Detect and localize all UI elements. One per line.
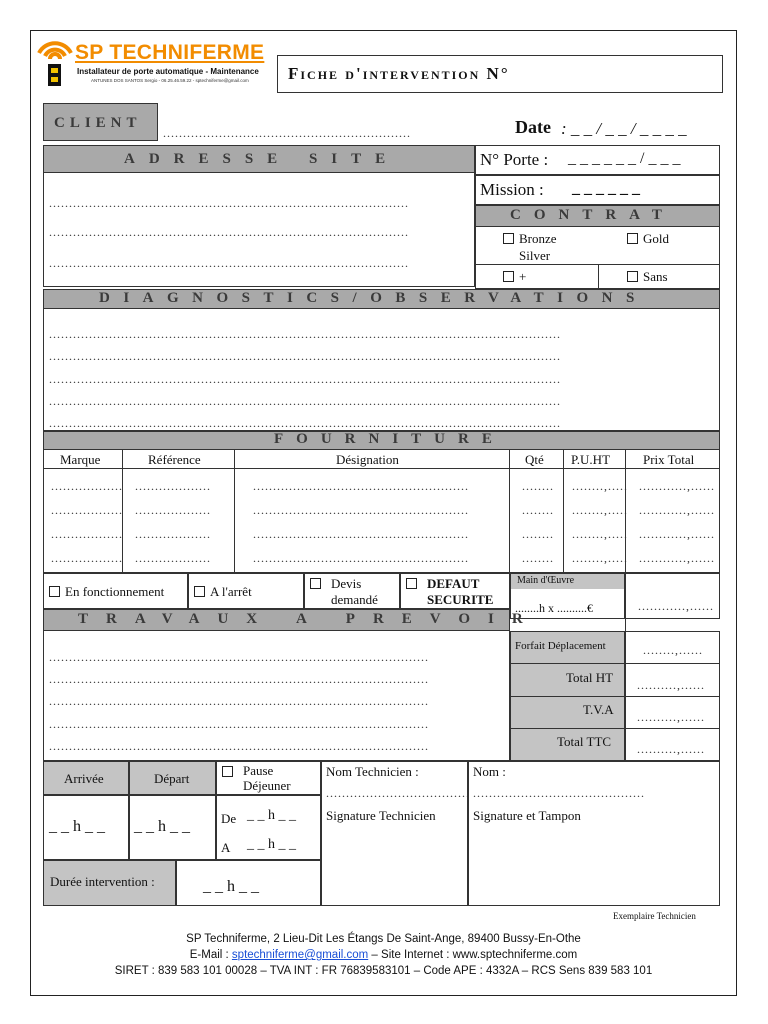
totals-divider-3	[510, 728, 720, 729]
date-field[interactable]: : _ _ / _ _ / _ _ _ _	[561, 119, 687, 138]
client-nom-field[interactable]: ...........................................	[473, 786, 645, 800]
qte-cell[interactable]: ........	[522, 551, 554, 565]
footer-address: SP Techniferme, 2 Lieu-Dit Les Étangs De Saint-Ange, 89400 Bussy-En-Othe	[186, 933, 581, 945]
client-label-box	[43, 103, 158, 141]
checkbox-sans[interactable]	[627, 271, 638, 282]
client-name-field[interactable]: ..............................................................	[163, 126, 411, 140]
travaux-header	[43, 609, 541, 631]
duree-label-box	[43, 860, 176, 906]
depart-cell[interactable]	[129, 795, 216, 860]
reference-cell[interactable]: ...................	[135, 503, 211, 517]
porte-field[interactable]: _ _ _ _ _ _ / _ _ _	[568, 150, 681, 167]
checkbox-gold[interactable]	[627, 233, 638, 244]
nom-technicien-field[interactable]: ....................................	[326, 786, 470, 800]
pause-header	[216, 761, 321, 795]
reference-cell[interactable]: ...................	[135, 479, 211, 493]
form-title: Fiche d'intervention N°	[288, 64, 510, 83]
depart-label: Départ	[154, 771, 190, 786]
total-ttc-value[interactable]: ..........,......	[637, 742, 705, 756]
main-oeuvre-total-box	[625, 573, 720, 619]
diagnostics-header	[43, 289, 720, 309]
pause-times-cell	[216, 795, 321, 860]
contrat-option-silver[interactable]: Silver	[519, 248, 551, 263]
mission-box	[475, 175, 720, 205]
duree-value-box	[176, 860, 321, 906]
col-divider-qte	[563, 450, 564, 573]
col-header-prix-total: Prix Total	[643, 452, 695, 467]
designation-cell[interactable]: ......................................................	[253, 479, 469, 493]
contrat-header	[475, 205, 720, 227]
diagnostics-label: DIAGNOSTICS/OBSERVATIONS	[99, 290, 648, 306]
prix-total-cell[interactable]: ............,......	[639, 551, 715, 565]
pause-de-label: De	[221, 811, 237, 826]
pu-cell[interactable]: ........,.....	[572, 551, 628, 565]
main-oeuvre-field[interactable]: ........h x ..........€	[515, 601, 593, 615]
brand-tagline: Installateur de porte automatique - Maintenance	[77, 67, 259, 76]
travaux-line-2[interactable]: ...............................................................................................	[49, 672, 429, 686]
devis-label-2: demandé	[331, 592, 378, 607]
exemplaire-label: Exemplaire Technicien	[613, 911, 696, 921]
tva-value[interactable]: ..........,......	[637, 710, 705, 724]
diagnostics-line-5[interactable]: ................................................................................................................................	[49, 416, 561, 430]
pu-cell[interactable]: ........,.....	[572, 479, 628, 493]
marque-cell[interactable]: ..................	[51, 479, 123, 493]
col-header-designation: Désignation	[336, 452, 399, 467]
mission-label: Mission :	[480, 180, 544, 199]
checkbox-devis[interactable]	[310, 578, 321, 589]
checkbox-bronze[interactable]	[503, 233, 514, 244]
footer-legal: SIRET : 839 583 101 00028 – TVA INT : FR 76839583101 – Code APE : 4332A – RCS Sens 839 583 101	[114, 965, 653, 977]
footer-contact: E-Mail : sptechniferme@gmail.com – Site Internet : www.sptechniferme.com	[189, 949, 578, 961]
status-a-larret[interactable]	[188, 573, 304, 609]
qte-cell[interactable]: ........	[522, 479, 554, 493]
col-header-marque: Marque	[60, 452, 101, 467]
checkbox-en-fonctionnement[interactable]	[49, 586, 60, 597]
defaut-label-2: SECURITE	[427, 592, 494, 607]
technicien-box	[321, 761, 468, 906]
fourniture-label: FOURNITURE	[274, 431, 505, 447]
pause-label-2: Déjeuner	[243, 778, 291, 793]
address-line-1[interactable]: ..........................................................................................	[49, 196, 409, 210]
col-divider-reference	[234, 450, 235, 573]
company-logo	[35, 37, 280, 95]
marque-cell[interactable]: ..................	[51, 551, 123, 565]
marque-cell[interactable]: ..................	[51, 527, 123, 541]
diagnostics-line-4[interactable]: ................................................................................................................................	[49, 394, 561, 408]
brand-contact: ANTUNES DOS SANTOS Sergio - 06.25.46.59.22 - sptechniferme@gmail.com	[91, 78, 249, 83]
duree-label: Durée intervention :	[50, 874, 155, 889]
reference-cell[interactable]: ...................	[135, 551, 211, 565]
wifi-signal-door-icon	[35, 37, 75, 89]
address-label: ADRESSE SITE	[124, 151, 400, 167]
col-header-reference: Référence	[148, 452, 201, 467]
forfait-deplacement-label: Forfait Déplacement	[515, 640, 606, 652]
contrat-option-gold[interactable]: Gold	[627, 231, 669, 247]
checkbox-plus[interactable]	[503, 271, 514, 282]
pause-label-1: Pause	[243, 763, 274, 778]
address-line-3[interactable]: ..........................................................................................	[49, 256, 409, 270]
diagnostics-line-1[interactable]: ................................................................................................................................	[49, 327, 561, 341]
prix-total-cell[interactable]: ............,......	[639, 503, 715, 517]
footer-site: – Site Internet : www.sptechniferme.com	[368, 949, 578, 961]
designation-cell[interactable]: ......................................................	[253, 551, 469, 565]
total-ht-value[interactable]: ..........,......	[637, 678, 705, 692]
status-en-fonctionnement[interactable]	[43, 573, 188, 609]
totals-divider-1	[510, 663, 720, 664]
address-line-2[interactable]: ..........................................................................................	[49, 225, 409, 239]
main-oeuvre-label: Main d'Œuvre	[517, 575, 575, 586]
travaux-label: TRAVAUX A PREVOIR	[78, 611, 541, 627]
contrat-label: CONTRAT	[510, 207, 675, 223]
main-oeuvre-total[interactable]: ............,......	[638, 599, 714, 613]
intervention-form	[30, 30, 737, 996]
date-label: Date	[515, 117, 551, 137]
status-devis[interactable]	[304, 573, 400, 609]
en-fonctionnement-option: En fonctionnement	[49, 584, 164, 600]
col-divider-designation	[509, 450, 510, 573]
depart-field[interactable]: _ _ h _ _	[134, 818, 190, 835]
address-header	[43, 145, 475, 173]
depart-header	[129, 761, 216, 795]
arrivee-cell[interactable]	[43, 795, 129, 860]
pu-cell[interactable]: ........,.....	[572, 527, 628, 541]
marque-cell[interactable]: ..................	[51, 503, 123, 517]
footer-email-link[interactable]: sptechniferme@gmail.com	[231, 949, 369, 961]
travaux-line-3[interactable]: ...............................................................................................	[49, 694, 429, 708]
total-ttc-label: Total TTC	[557, 734, 612, 749]
checkbox-a-larret[interactable]	[194, 586, 205, 597]
col-header-pu: P.U.HT	[571, 452, 611, 467]
pause-a-field[interactable]: _ _ h _ _	[247, 837, 296, 852]
brand-name: SP TECHNIFERME	[75, 41, 265, 64]
pu-cell[interactable]: ........,.....	[572, 503, 628, 517]
form-title-box	[277, 55, 723, 93]
client-nom-label: Nom :	[473, 764, 506, 779]
contrat-divider-v	[598, 264, 599, 289]
mission-field[interactable]: _ _ _ _ _ _	[572, 180, 640, 197]
fourniture-header-line	[43, 468, 720, 469]
defaut-label-1: DEFAUT	[427, 576, 480, 591]
a-larret-option: A l'arrêt	[194, 584, 252, 600]
arrivee-field[interactable]: _ _ h _ _	[49, 818, 105, 835]
nom-technicien-label: Nom Technicien :	[326, 764, 419, 779]
fourniture-header	[43, 431, 720, 450]
checkbox-defaut[interactable]	[406, 578, 417, 589]
diagnostics-line-2[interactable]: ................................................................................................................................	[49, 349, 561, 363]
contrat-option-bronze[interactable]: Bronze	[503, 231, 557, 247]
client-label: CLIENT	[54, 115, 142, 131]
qte-cell[interactable]: ........	[522, 503, 554, 517]
status-defaut-securite[interactable]	[400, 573, 510, 609]
col-header-qte: Qté	[525, 452, 544, 467]
prix-total-cell[interactable]: ............,......	[639, 479, 715, 493]
reference-cell[interactable]: ...................	[135, 527, 211, 541]
designation-cell[interactable]: ......................................................	[253, 503, 469, 517]
pause-a-label: A	[221, 840, 231, 855]
tva-label: T.V.A	[583, 702, 614, 717]
diagnostics-line-3[interactable]: ................................................................................................................................	[49, 372, 561, 386]
signature-technicien-label: Signature Technicien	[326, 808, 436, 823]
contrat-option-sans[interactable]: Sans	[627, 269, 668, 285]
footer	[31, 931, 736, 979]
duree-field[interactable]: _ _ h _ _	[203, 878, 259, 895]
arrivee-label: Arrivée	[64, 771, 104, 786]
arrivee-header	[43, 761, 129, 795]
porte-label: N° Porte :	[480, 150, 549, 169]
qte-cell[interactable]: ........	[522, 527, 554, 541]
travaux-line-5[interactable]: ...............................................................................................	[49, 739, 429, 753]
contrat-option-plus[interactable]: +	[503, 269, 526, 285]
totals-divider-2	[510, 696, 720, 697]
devis-label-1: Devis	[331, 576, 362, 591]
porte-box	[475, 145, 720, 175]
travaux-line-1[interactable]: ...............................................................................................	[49, 650, 429, 664]
designation-cell[interactable]: ......................................................	[253, 527, 469, 541]
forfait-deplacement-value[interactable]: ........,......	[643, 643, 703, 657]
client-signature-box	[468, 761, 720, 906]
checkbox-pause[interactable]	[222, 766, 233, 777]
pause-de-field[interactable]: _ _ h _ _	[247, 808, 296, 823]
travaux-line-4[interactable]: ...............................................................................................	[49, 717, 429, 731]
total-ht-label: Total HT	[566, 670, 614, 685]
signature-tampon-label: Signature et Tampon	[473, 808, 581, 823]
prix-total-cell[interactable]: ............,......	[639, 527, 715, 541]
